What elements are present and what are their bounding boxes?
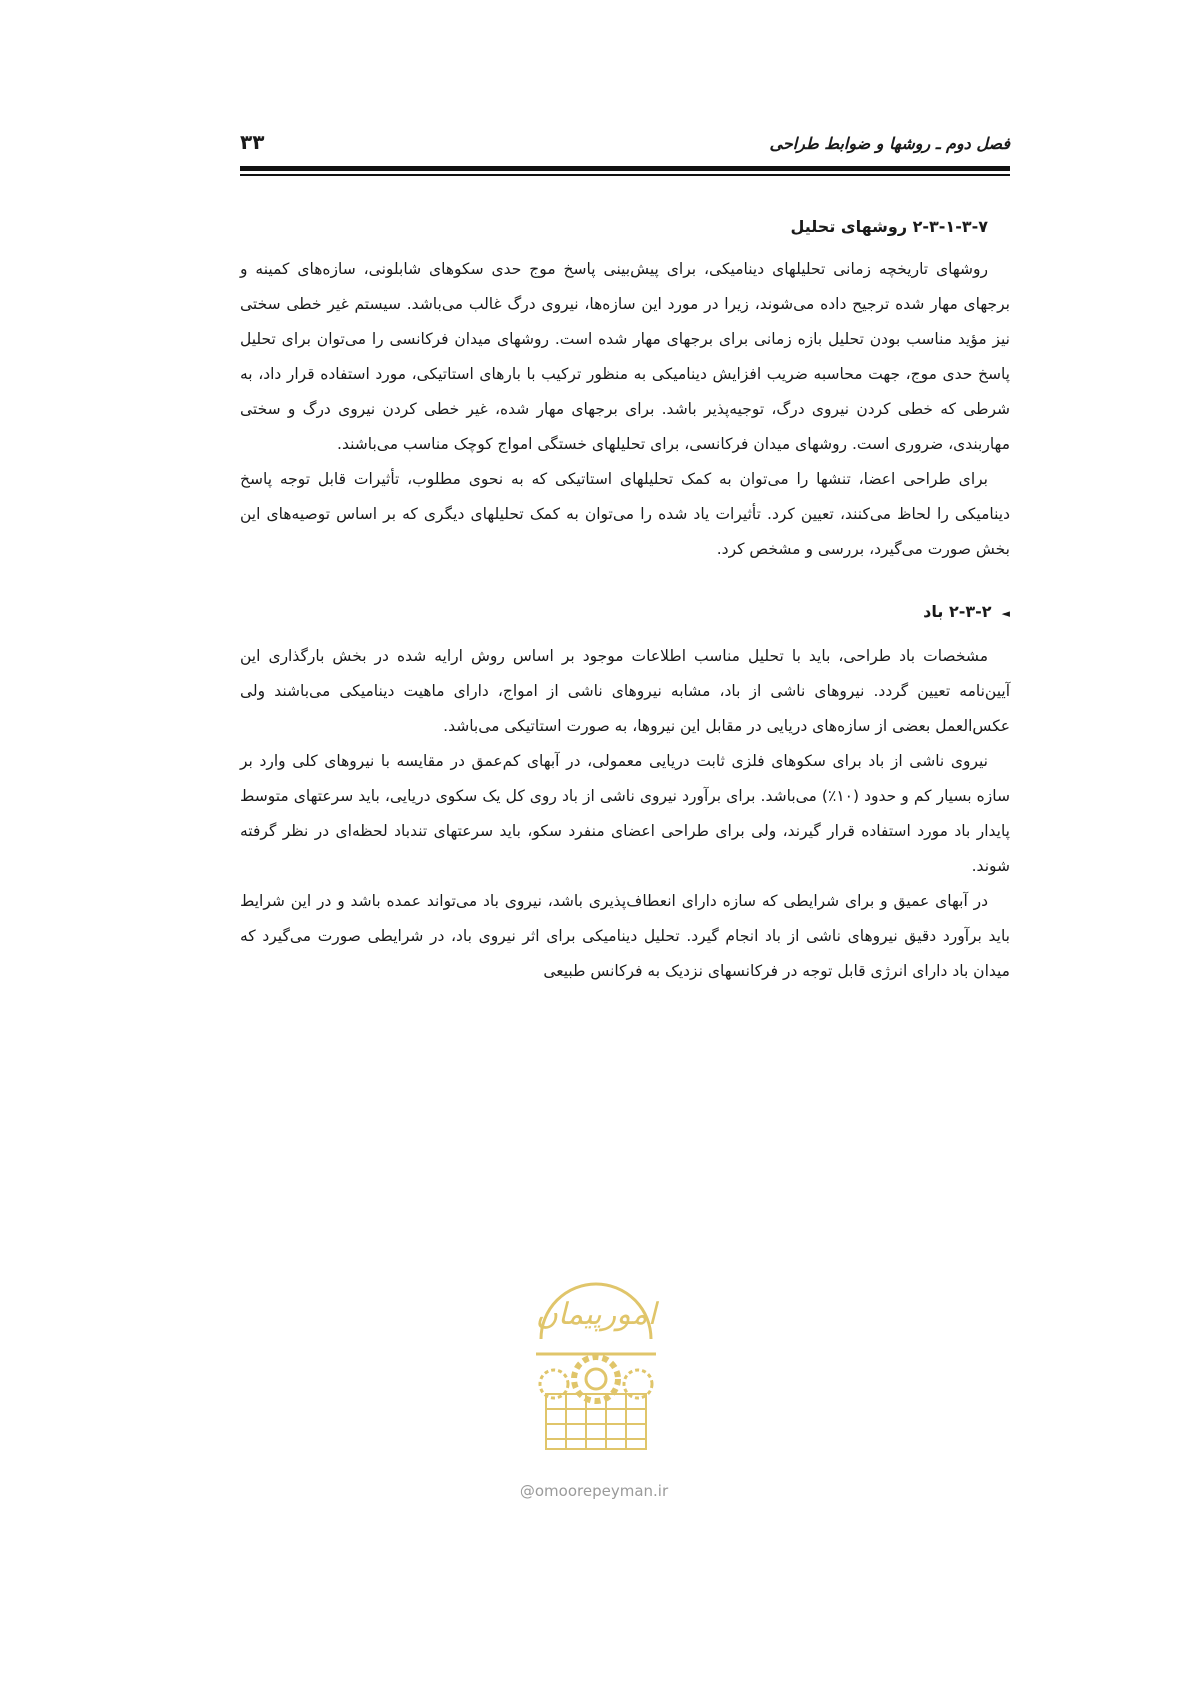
paragraph: مشخصات باد طراحی، باید با تحلیل مناسب اطلاعات موجود بر اساس روش ارایه شده در بخش بارگذاری این آیین‌نامه تعیین گردد. نیروهای ناشی از باد، مشابه نیروهای ناشی از امواج، دارای ماهیت دینامیکی می‌باشند ولی عکس‌العمل بعضی از سازه‌های دریایی در مقابل این نیروها، به صورت استاتیکی می‌باشد.: [240, 647, 1010, 735]
section-heading-wind: [240, 597, 1010, 629]
page-number: ۳۳: [240, 130, 265, 154]
watermark-logo-text: امورپیمان: [535, 1297, 657, 1332]
paragraph: نیروی ناشی از باد برای سکوهای فلزی ثابت دریایی معمولی، در آبهای کم‌عمق در مقایسه با نیروهای کلی وارد بر سازه بسیار کم و حدود (۱۰٪) می‌باشد. برای برآورد نیروی ناشی از باد روی کل یک سکوی دریایی، باید سرعتهای متوسط پایدار باد مورد استفاده قرار گیرند، ولی برای طراحی اعضای منفرد سکو، باید سرعتهای تندباد لحظه‌ای در نظر گرفته شوند.: [240, 752, 1010, 875]
paragraph: در آبهای عمیق و برای شرایطی که سازه دارای انعطاف‌پذیری باشد، نیروی باد می‌تواند عمده باشد و در این شرایط باید برآورد دقیق نیروهای ناشی از باد انجام گیرد. تحلیل دینامیکی برای اثر نیروی باد، در شرایطی صورت می‌گیرد که میدان باد دارای انرژی قابل توجه در فرکانسهای نزدیک به فرکانس طبیعی: [240, 892, 1010, 980]
body-text: [240, 212, 1010, 989]
paragraph: برای طراحی اعضا، تنشها را می‌توان به کمک تحلیلهای استاتیکی که به نحوی مطلوب، تأثیرات قابل توجه پاسخ دینامیکی را لحاظ می‌کنند، تعیین کرد. تأثیرات یاد شده را می‌توان به کمک تحلیلهای دیگری که بر اساس توصیه‌های این بخش صورت می‌گیرد، بررسی و مشخص کرد.: [240, 470, 1010, 558]
section-heading-wind-label: ۲-۳-۲ باد: [923, 602, 992, 621]
paragraph: روشهای تاریخچه زمانی تحلیلهای دینامیکی، برای پیش‌بینی پاسخ موج حدی سکوهای شابلونی، سازه‌های کمینه و برجهای مهار شده ترجیح داده می‌شوند، زیرا در مورد این سازه‌ها، نیروی درگ غالب می‌باشد. سیستم غیر خطی سختی نیز مؤید مناسب بودن تحلیل بازه زمانی برای برجهای مهار شده است. روشهای میدان فرکانسی را می‌توان برای تحلیل پاسخ حدی موج، جهت محاسبه ضریب افزایش دینامیکی به منظور ترکیب با بارهای استاتیکی، مورد استفاده قرار داد، به شرطی که خطی کردن نیروی درگ، توجیه‌پذیر باشد. برای برجهای مهار شده، غیر خطی کردن نیروی درگ و سختی مهاربندی، ضروری است. روشهای میدان فرکانسی، برای تحلیلهای خستگی امواج کوچک مناسب می‌باشند.: [240, 260, 1010, 453]
header-rule-thick: [240, 166, 1010, 171]
running-header: [240, 128, 1010, 168]
section-heading-analysis-methods: ۲-۳-۱-۳-۷ روشهای تحلیل: [790, 217, 988, 236]
watermark-url: @omoorepeyman.ir: [519, 1482, 669, 1500]
chapter-title: فصل دوم ـ روشها و ضوابط طراحی: [769, 134, 1010, 153]
header-rule-thin: [240, 174, 1010, 176]
triangle-marker-icon: ◄: [1001, 607, 1010, 620]
watermark-logo-icon: [516, 1244, 676, 1464]
